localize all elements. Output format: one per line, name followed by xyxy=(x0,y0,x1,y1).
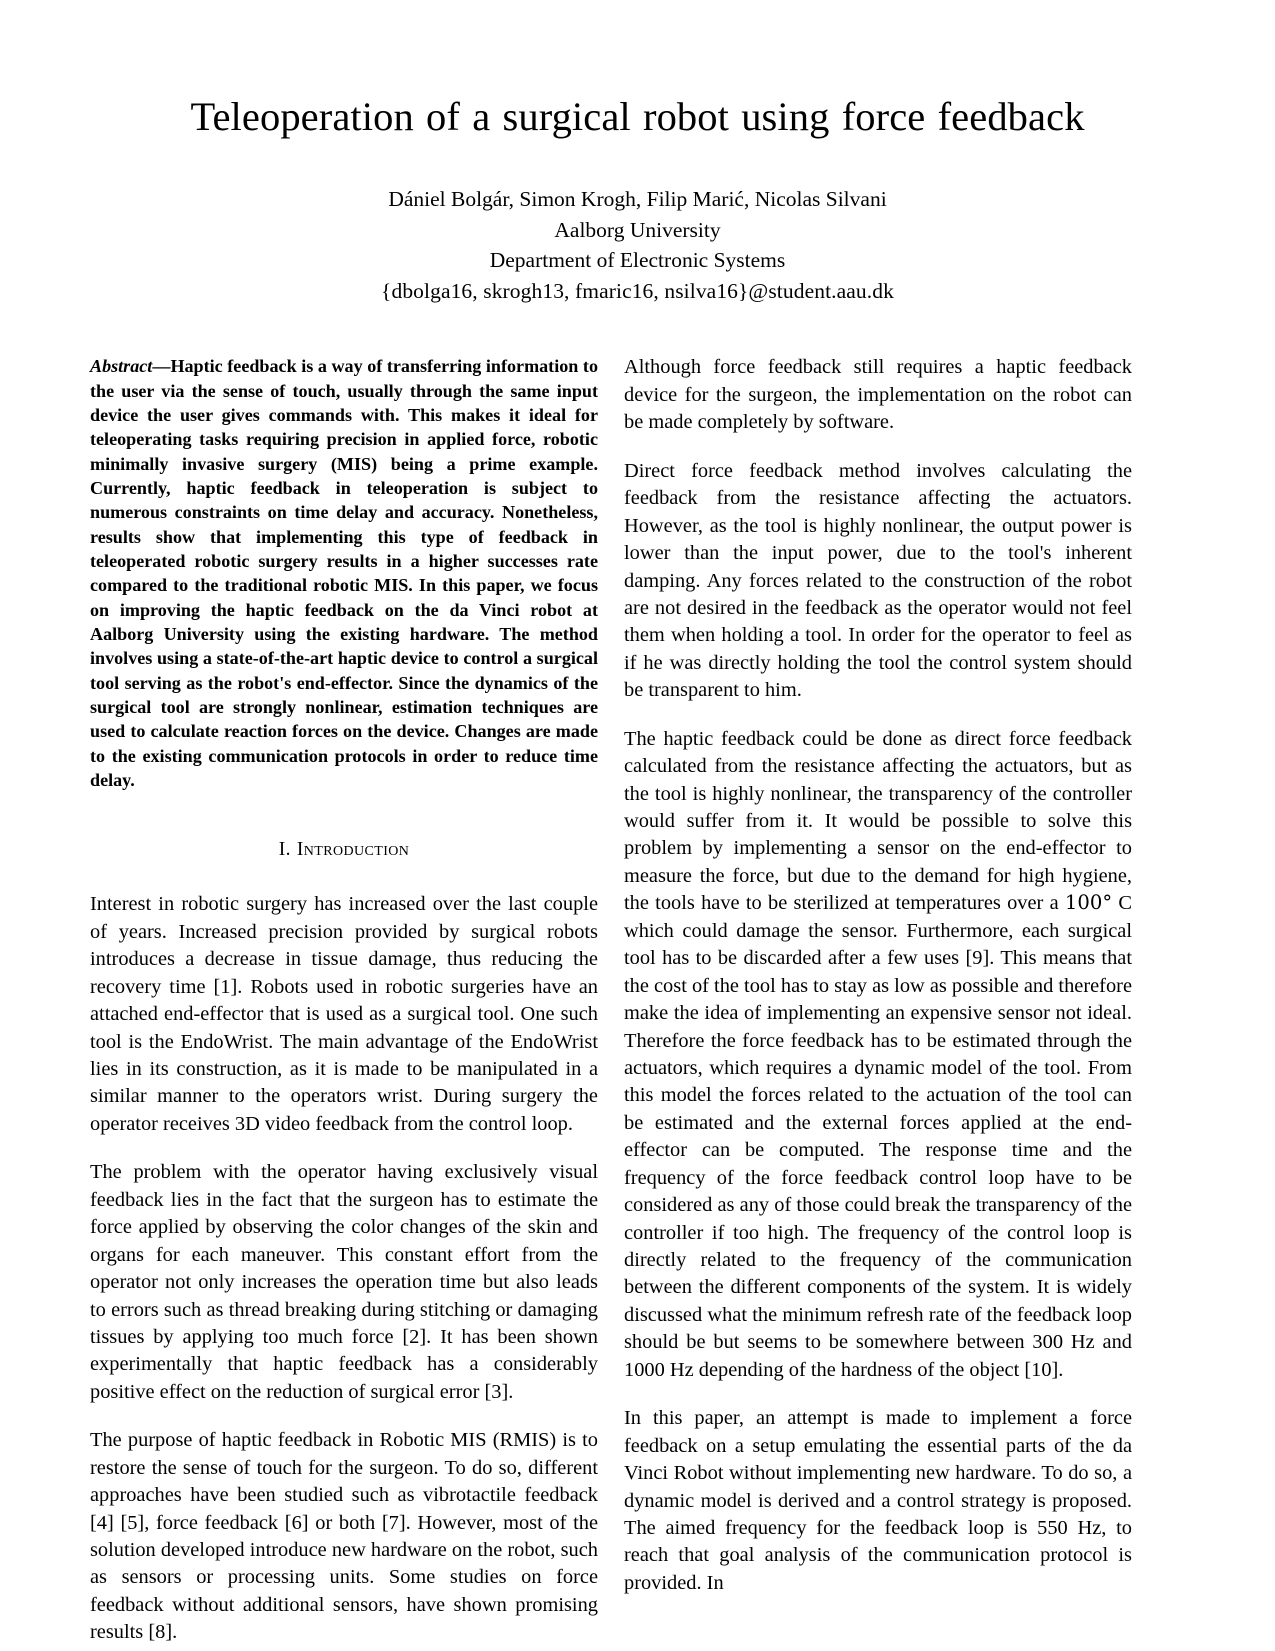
paragraph: In this paper, an attempt is made to implement a force feedback on a setup emulating the essential parts of the da Vinci Robot without implementing new hardware. To do so, a dynamic model is derived and a control strategy is proposed. The aimed frequency for the feedback loop is 550 Hz, to reach that goal analysis of the communication protocol is provided. In xyxy=(624,1407,1132,1594)
left-column xyxy=(90,354,598,1646)
two-column-body xyxy=(90,354,1185,1646)
abstract-label: Abstract xyxy=(90,356,153,377)
abstract-text: Haptic feedback is a way of transferring information to the user via the sense of touch, usually through the same input device the user gives commands with. This makes it ideal for teleoperating tasks requiring precision in applied force, robotic minimally invasive surgery (MIS) being a prime example. Currently, haptic feedback in teleoperation is subject to numerous constraints on time delay and accuracy. Nonetheless, results show that implementing this type of feedback in teleoperated robotic surgery results in a higher successes rate compared to the traditional robotic MIS. In this paper, we focus on improving the haptic feedback on the da Vinci robot at Aalborg University using the existing hardware. The method involves using a state-of-the-art haptic device to control a surgical tool serving as the robot's end-effector. Since the dynamics of the surgical tool are strongly nonlinear, estimation techniques are used to calculate reaction forces on the device. Changes are made to the existing communication protocols in order to reduce time delay. xyxy=(90,356,598,791)
author-block xyxy=(90,184,1185,306)
paragraph: Although force feedback still requires a haptic feedback device for the surgeon, the implementation on the robot can be made completely by software. xyxy=(624,356,1132,434)
abstract-dash: — xyxy=(152,356,171,377)
paper-title: Teleoperation of a surgical robot using force feedback xyxy=(190,94,1085,139)
paragraph: The problem with the operator having exclusively visual feedback lies in the fact that the surgeon has to estimate the force applied by observing the color changes of the skin and organs for each maneuver. This constant effort from the operator not only increases the operation time but also leads to errors such as thread breaking during stitching or damaging tissues by applying too much force [2]. It has been shown experimentally that haptic feedback has a considerably positive effect on the reduction of surgical error [3]. xyxy=(90,1161,598,1403)
paragraph: Direct force feedback method involves calculating the feedback from the resistance affecting the actuators. However, as the tool is highly nonlinear, the output power is lower than the input power, due to the tool's inherent damping. Any forces related to the construction of the robot are not desired in the feedback as the operator would not feel them when holding a tool. In order for the operator to feel as if he was directly holding the tool the control system should be transparent to him. xyxy=(624,459,1132,702)
paragraph: The purpose of haptic feedback in Robotic MIS (RMIS) is to restore the sense of touch for the surgeon. To do so, different approaches have been studied such as vibrotactile feedback [4] [5], force feedback [6] or both [7]. However, most of the solution developed introduce new hardware on the robot, such as sensors or processing units. Some studies on force feedback without additional sensors, have shown promising results [8]. xyxy=(90,1429,598,1644)
paragraph-part-2: C which could damage the sensor. Furthermore, each surgical tool has to be discarded after a few uses [9]. This means that the cost of the tool has to stay as low as possible and therefore make the idea of implementing an expensive sensor not ideal. Therefore the force feedback has to be estimated through the actuators, which requires a dynamic model of the tool. From this model the forces related to the actuation of the tool can be estimated and the external forces applied at the end-effector can be computed. The response time and the frequency of the force feedback control loop have to be considered as any of those could break the transparency of the controller if too high. The frequency of the control loop is directly related to the frequency of the communication between the different components of the system. It is widely discussed what the minimum refresh rate of the feedback loop should be but seems to be somewhere between 300 Hz and 1000 Hz depending of the hardness of the object [10]. xyxy=(624,892,1132,1381)
affiliation-department: Department of Electronic Systems xyxy=(489,248,786,273)
paragraph: Interest in robotic surgery has increased over the last couple of years. Increased precision provided by surgical robots introduces a decrease in tissue damage, thus reducing the recovery time [1]. Robots used in robotic surgeries have an attached end-effector that is used as a surgical tool. One such tool is the EndoWrist. The main advantage of the EndoWrist lies in its construction, as it is made to be manipulated in a similar manner to the operators wrist. During surgery the operator receives 3D video feedback from the control loop. xyxy=(90,893,598,1135)
paragraph-part-1: The haptic feedback could be done as direct force feedback calculated from the resistance affecting the actuators, but as the tool is highly nonlinear, the transparency of the controller would suffer from it. It would be possible to solve this problem by implementing a sensor on the end-effector to measure the force, but due to the demand for high hygiene, the tools have to be sterilized at temperatures over a xyxy=(624,727,1132,915)
section-title: Introduction xyxy=(296,839,410,861)
abstract-paragraph xyxy=(90,354,598,792)
right-column xyxy=(624,354,1132,1597)
temperature-value: 100° xyxy=(1064,891,1113,915)
section-heading-introduction xyxy=(90,839,598,861)
affiliation-university: Aalborg University xyxy=(554,217,721,242)
section-numeral: I. xyxy=(278,839,291,861)
author-names: Dániel Bolgár, Simon Krogh, Filip Marić, Nicolas Silvani xyxy=(388,187,887,212)
paragraph-with-math xyxy=(624,726,1132,1385)
author-emails: {dbolga16, skrogh13, fmaric16, nsilva16}@student.aau.dk xyxy=(381,278,894,303)
